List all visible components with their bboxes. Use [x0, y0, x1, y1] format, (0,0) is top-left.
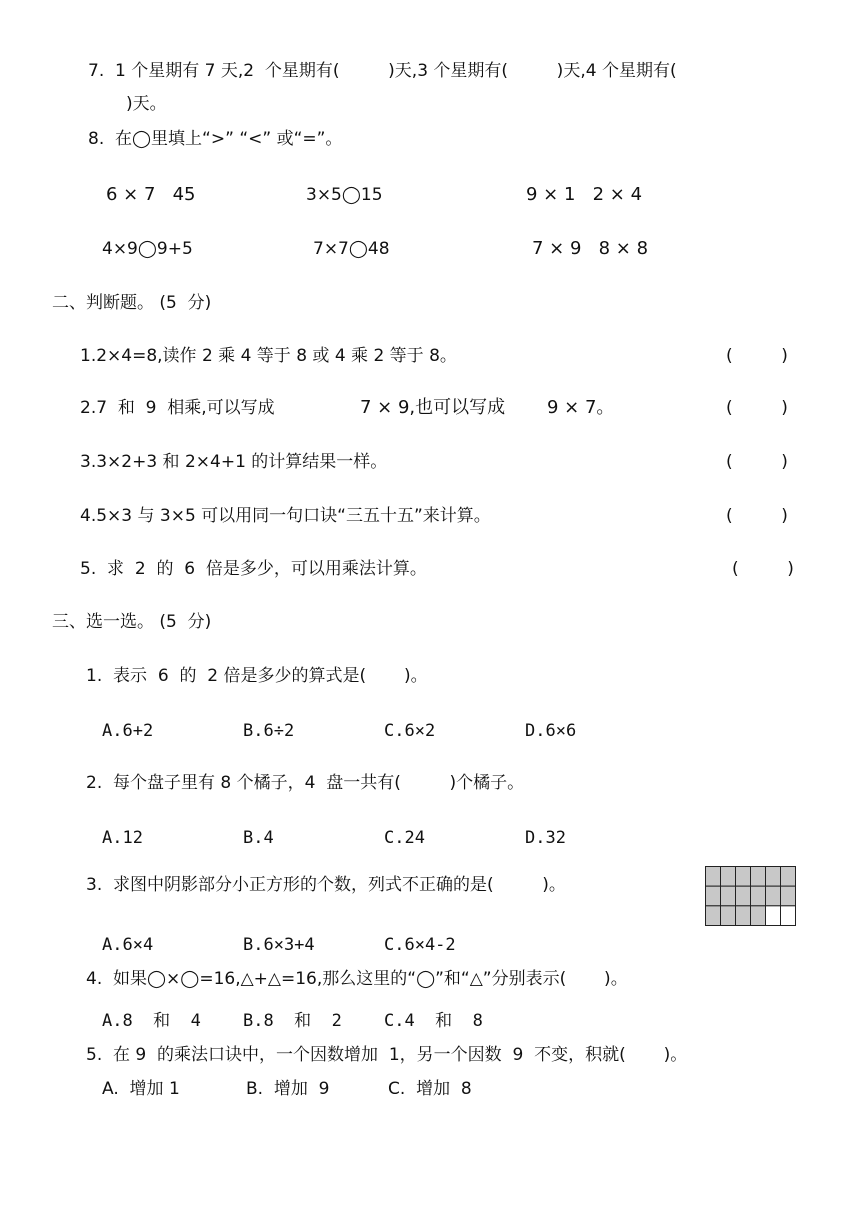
section3-title: 三、选一选。 (5 分) [52, 612, 212, 632]
s3-q4-option-a: A.8 和 4 [102, 1011, 201, 1031]
s2-q4-answer-paren: ( ) [726, 506, 788, 526]
shaded-square [766, 886, 781, 906]
s2-q2-part1: 2.7 和 9 相乘,可以写成 [80, 398, 275, 418]
s3-q2-option-b: B.4 [243, 828, 274, 848]
s2-q2-answer-paren: ( ) [726, 398, 788, 418]
shaded-square [706, 906, 721, 926]
grid-figure [705, 866, 796, 926]
s3-q1-option-c: C.6×2 [384, 721, 436, 741]
unshaded-square [766, 906, 781, 926]
shaded-square [721, 867, 736, 887]
section2-title: 二、判断题。 (5 分) [52, 293, 212, 313]
s2-q2-part2: 7 × 9,也可以写成 [360, 397, 506, 418]
s3-q3-option-c: C.6×4-2 [384, 935, 456, 955]
s2-q4: 4.5×3 与 3×5 可以用同一句口诀“三五十五”来计算。 [80, 506, 491, 526]
q8-compare-4: 4×9◯9+5 [102, 239, 193, 259]
s2-q5: 5. 求 2 的 6 倍是多少，可以用乘法计算。 [80, 559, 427, 579]
s3-q3-option-a: A.6×4 [102, 935, 154, 955]
q7-line2: )天。 [126, 94, 167, 114]
shaded-square [751, 906, 766, 926]
s3-q1-option-d: D.6×6 [525, 721, 577, 741]
s3-q1-option-b: B.6÷2 [243, 721, 295, 741]
shaded-square [706, 886, 721, 906]
shaded-square [751, 886, 766, 906]
shaded-square [721, 886, 736, 906]
s3-q4: 4. 如果◯×◯=16,△+△=16,那么这里的“◯”和“△”分别表示( )。 [86, 969, 628, 989]
shaded-square [721, 906, 736, 926]
q7-line1: 7. 1 个星期有 7 天,2 个星期有( )天,3 个星期有( )天,4 个星期有( [88, 61, 677, 81]
s3-q1: 1. 表示 6 的 2 倍是多少的算式是( )。 [86, 666, 428, 686]
s3-q5-option-a: A. 增加 1 [102, 1079, 180, 1099]
s3-q2-option-a: A.12 [102, 828, 143, 848]
s3-q5-option-b: B. 增加 9 [246, 1079, 330, 1099]
s3-q2-option-c: C.24 [384, 828, 425, 848]
shaded-square [736, 886, 751, 906]
q8-compare-1: 6 × 7 45 [106, 184, 196, 205]
s2-q3-answer-paren: ( ) [726, 452, 788, 472]
s3-q5-option-c: C. 增加 8 [388, 1079, 472, 1099]
s3-q5: 5. 在 9 的乘法口诀中，一个因数增加 1，另一个因数 9 不变，积就( )。 [86, 1045, 688, 1065]
q8-compare-5: 7×7◯48 [313, 239, 390, 259]
s2-q5-answer-paren: ( ) [732, 559, 794, 579]
s2-q2-part3: 9 × 7。 [547, 397, 615, 418]
shaded-square [736, 906, 751, 926]
shaded-square [781, 886, 796, 906]
s3-q2: 2. 每个盘子里有 8 个橘子，4 盘一共有( )个橘子。 [86, 773, 525, 793]
s3-q2-option-d: D.32 [525, 828, 566, 848]
q8-compare-3: 9 × 1 2 × 4 [526, 184, 643, 205]
q8-compare-2: 3×5◯15 [306, 185, 383, 205]
s2-q3: 3.3×2+3 和 2×4+1 的计算结果一样。 [80, 452, 388, 472]
shaded-square [766, 867, 781, 887]
s3-q3-option-b: B.6×3+4 [243, 935, 315, 955]
s3-q4-option-c: C.4 和 8 [384, 1011, 483, 1031]
s2-q1: 1.2×4=8,读作 2 乘 4 等于 8 或 4 乘 2 等于 8。 [80, 346, 457, 366]
shaded-squares-grid [705, 866, 796, 926]
unshaded-square [781, 906, 796, 926]
shaded-square [736, 867, 751, 887]
q8-compare-6: 7 × 9 8 × 8 [532, 238, 649, 259]
s2-q1-answer-paren: ( ) [726, 346, 788, 366]
shaded-square [781, 867, 796, 887]
q8-text: 8. 在◯里填上“>” “<” 或“=”。 [88, 129, 343, 149]
s3-q3: 3. 求图中阴影部分小正方形的个数，列式不正确的是( )。 [86, 875, 566, 895]
shaded-square [706, 867, 721, 887]
s3-q1-option-a: A.6+2 [102, 721, 154, 741]
shaded-square [751, 867, 766, 887]
s3-q4-option-b: B.8 和 2 [243, 1011, 342, 1031]
